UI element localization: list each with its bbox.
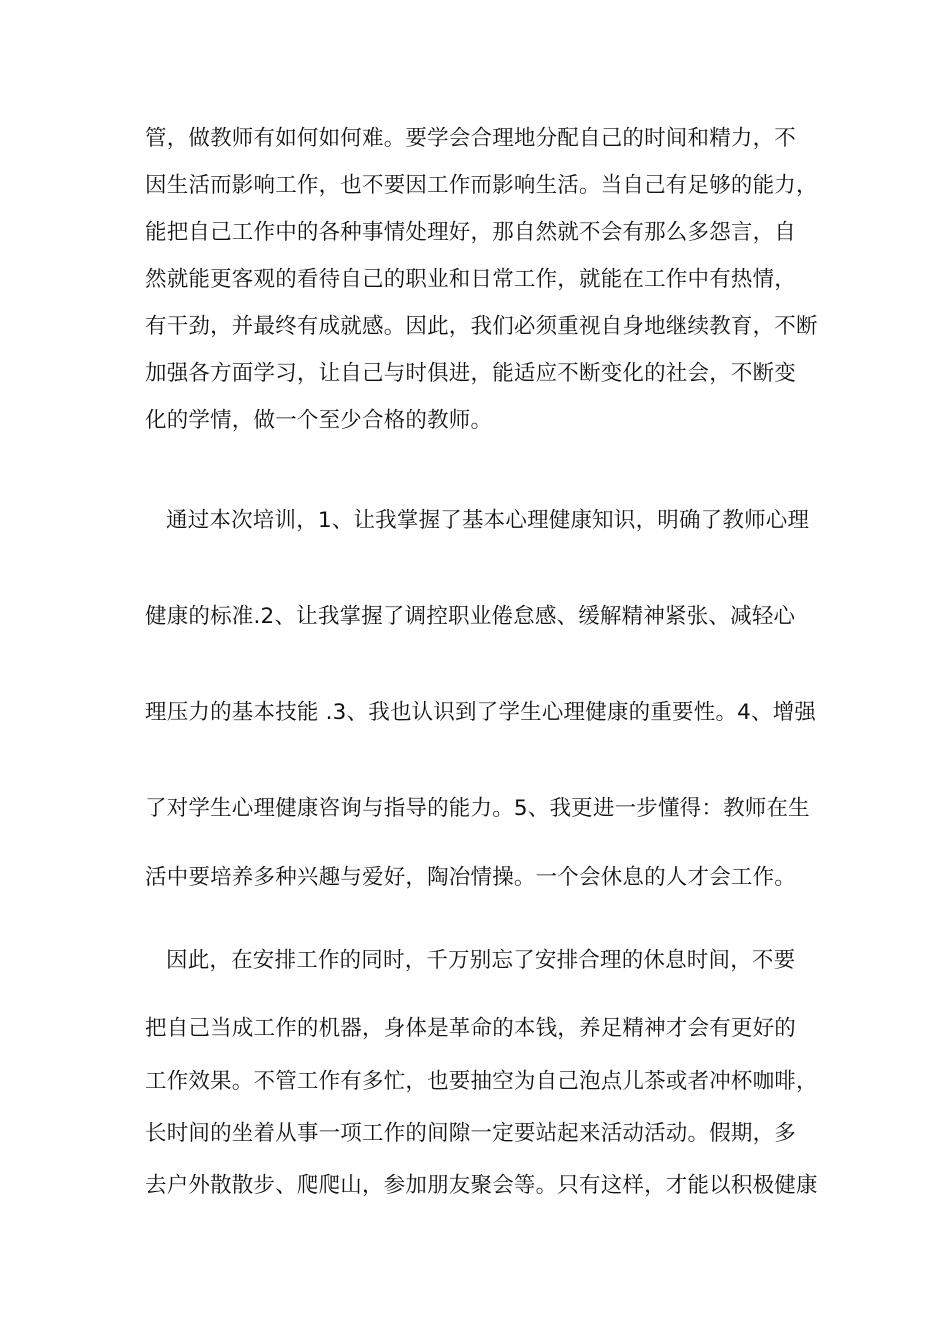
text-line: 去户外散散步、爬爬山，参加朋友聚会等。只有这样，才能以积极健康 bbox=[145, 1173, 818, 1198]
text-line: 把自己当成工作的机器，身体是革命的本钱，养足精神才会有更好的 bbox=[145, 1016, 797, 1041]
text-line: 化的学情，做一个至少合格的教师。 bbox=[145, 408, 493, 433]
text-line: 因此，在安排工作的同时，千万别忘了安排合理的休息时间，不要 bbox=[166, 948, 796, 973]
text-line: 长时间的坐着从事一项工作的间隙一定要站起来活动活动。假期，多 bbox=[145, 1121, 797, 1146]
text-line: 健康的标准.2、让我掌握了调控职业倦怠感、缓解精神紧张、减轻心 bbox=[145, 604, 796, 629]
text-line: 然就能更客观的看待自己的职业和日常工作，就能在工作中有热情， bbox=[145, 267, 797, 292]
text-line: 管，做教师有如何如何难。要学会合理地分配自己的时间和精力，不 bbox=[145, 126, 797, 151]
text-line: 通过本次培训，1、让我掌握了基本心理健康知识，明确了教师心理 bbox=[166, 508, 810, 533]
text-line: 工作效果。不管工作有多忙，也要抽空为自己泡点儿茶或者冲杯咖啡， bbox=[145, 1069, 818, 1094]
text-line: 能把自己工作中的各种事情处理好，那自然就不会有那么多怨言，自 bbox=[145, 220, 797, 245]
text-line: 了对学生心理健康咨询与指导的能力。5、我更进一步懂得：教师在生 bbox=[145, 796, 810, 821]
text-line: 活中要培养多种兴趣与爱好，陶冶情操。一个会休息的人才会工作。 bbox=[145, 865, 797, 890]
text-line: 因生活而影响工作，也不要因工作而影响生活。当自己有足够的能力， bbox=[145, 173, 818, 198]
text-line: 有干劲，并最终有成就感。因此，我们必须重视自身地继续教育，不断 bbox=[145, 314, 818, 339]
text-line: 加强各方面学习，让自己与时俱进，能适应不断变化的社会，不断变 bbox=[145, 361, 797, 386]
text-line: 理压力的基本技能 .3、我也认识到了学生心理健康的重要性。4、增强 bbox=[145, 700, 817, 725]
